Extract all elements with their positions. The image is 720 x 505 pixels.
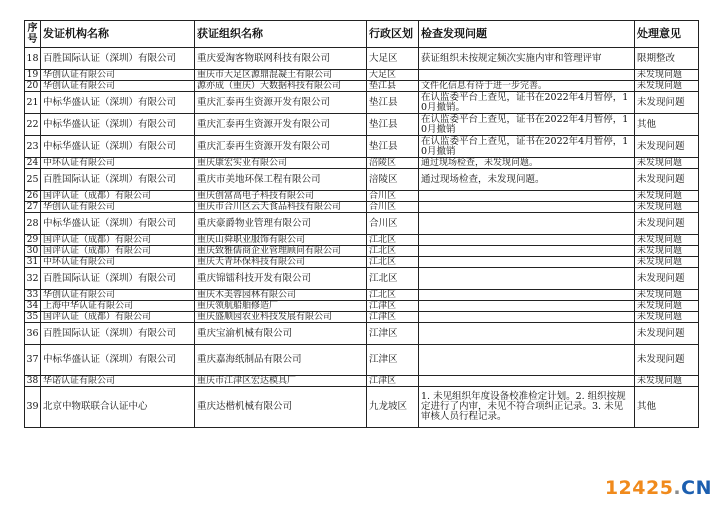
cell-issuer: 中环认证有限公司: [41, 158, 195, 169]
table-row: [25, 246, 699, 257]
cell-issue: 通过现场检查，未发现问题。: [419, 169, 635, 191]
cell-issue: [419, 70, 635, 81]
cell-action: 未发现问题: [635, 70, 699, 81]
table-row: [25, 169, 699, 191]
cell-action: 未发现问题: [635, 202, 699, 213]
cell-district: 垫江县: [367, 136, 419, 158]
cell-issue: [419, 301, 635, 312]
cell-issue: 在认监委平台上查见，证书在2022年4月暂停，10月撤销。: [419, 92, 635, 114]
table-row: [25, 92, 699, 114]
cell-issuer: 百胜国际认证（深圳）有限公司: [41, 268, 195, 290]
cell-issuer: 华创认证有限公司: [41, 70, 195, 81]
cell-organization: 重庆天青环保科技有限公司: [195, 257, 367, 268]
cell-issue: [419, 290, 635, 301]
cell-issue: [419, 345, 635, 376]
cell-district: 江北区: [367, 290, 419, 301]
cell-issuer: 华创认证有限公司: [41, 81, 195, 92]
cell-issue: 通过现场检查，未发现问题。: [419, 158, 635, 169]
cell-issuer: 上海中华认证有限公司: [41, 301, 195, 312]
cell-action: 未发现问题: [635, 268, 699, 290]
cell-district: 垫江县: [367, 92, 419, 114]
table-row: [25, 158, 699, 169]
cell-issue: [419, 376, 635, 387]
cell-issue: [419, 235, 635, 246]
cell-issuer: 中标华盛认证（深圳）有限公司: [41, 213, 195, 235]
cell-district: 江津区: [367, 345, 419, 376]
header-organization: 获证组织名称: [195, 21, 367, 48]
table-row: [25, 257, 699, 268]
watermark-dot: .: [673, 477, 682, 499]
cell-district: 江北区: [367, 268, 419, 290]
table-row: [25, 235, 699, 246]
table-row: [25, 312, 699, 323]
cell-serial: 26: [25, 191, 41, 202]
cell-action: 未发现问题: [635, 246, 699, 257]
cell-district: 合川区: [367, 202, 419, 213]
cell-district: 垫江县: [367, 114, 419, 136]
cell-serial: 20: [25, 81, 41, 92]
table-row: [25, 70, 699, 81]
cell-serial: 29: [25, 235, 41, 246]
table-row: [25, 202, 699, 213]
table-row: [25, 81, 699, 92]
cell-organization: 重庆山舜职业服饰有限公司: [195, 235, 367, 246]
cell-organization: 重庆市大足区源鼎混凝土有限公司: [195, 70, 367, 81]
cell-issuer: 中标华盛认证（深圳）有限公司: [41, 114, 195, 136]
cell-serial: 32: [25, 268, 41, 290]
cell-issue: [419, 257, 635, 268]
cell-serial: 38: [25, 376, 41, 387]
cell-district: 涪陵区: [367, 169, 419, 191]
cell-serial: 22: [25, 114, 41, 136]
cell-issue: 获证组织未按规定频次实施内审和管理评审: [419, 48, 635, 70]
cell-district: 涪陵区: [367, 158, 419, 169]
cell-action: 限期整改: [635, 48, 699, 70]
cell-issue: [419, 312, 635, 323]
cell-issuer: 中环认证有限公司: [41, 257, 195, 268]
cell-organization: 重庆康宏实业有限公司: [195, 158, 367, 169]
cell-issuer: 百胜国际认证（深圳）有限公司: [41, 169, 195, 191]
cell-organization: 重庆达楷机械有限公司: [195, 387, 367, 428]
cell-issue: [419, 268, 635, 290]
cell-issuer: 国评认证（成都）有限公司: [41, 191, 195, 202]
cell-action: 未发现问题: [635, 301, 699, 312]
cell-action: 未发现问题: [635, 257, 699, 268]
cell-district: 江北区: [367, 246, 419, 257]
cell-issuer: 百胜国际认证（深圳）有限公司: [41, 48, 195, 70]
cell-serial: 27: [25, 202, 41, 213]
cell-action: 未发现问题: [635, 290, 699, 301]
cell-district: 合川区: [367, 213, 419, 235]
cell-action: 未发现问题: [635, 376, 699, 387]
cell-issuer: 百胜国际认证（深圳）有限公司: [41, 323, 195, 345]
cell-serial: 21: [25, 92, 41, 114]
cell-district: 江北区: [367, 257, 419, 268]
cell-action: 未发现问题: [635, 312, 699, 323]
cell-organization: 重庆致雅儒商企业管理顾问有限公司: [195, 246, 367, 257]
table-row: [25, 268, 699, 290]
table-row: [25, 114, 699, 136]
cell-issuer: 中标华盛认证（深圳）有限公司: [41, 136, 195, 158]
cell-district: 垫江县: [367, 81, 419, 92]
header-issuer: 发证机构名称: [41, 21, 195, 48]
cell-serial: 36: [25, 323, 41, 345]
inspection-table: [24, 20, 699, 428]
cell-action: 未发现问题: [635, 169, 699, 191]
table-row: [25, 136, 699, 158]
header-action: 处理意见: [635, 21, 699, 48]
cell-issuer: 国评认证（成都）有限公司: [41, 235, 195, 246]
table-row: [25, 387, 699, 428]
cell-serial: 37: [25, 345, 41, 376]
cell-organization: 重庆盛顺园农业科技发展有限公司: [195, 312, 367, 323]
cell-organization: 重庆宝渝机械有限公司: [195, 323, 367, 345]
cell-issuer: 华创认证有限公司: [41, 290, 195, 301]
header-serial: 序号: [25, 21, 41, 48]
site-watermark: [605, 477, 712, 499]
cell-district: 江津区: [367, 312, 419, 323]
watermark-number: 12425: [604, 477, 674, 499]
cell-organization: 重庆汇泰再生资源开发有限公司: [195, 92, 367, 114]
header-issue: 检查发现问题: [419, 21, 635, 48]
header-district: 行政区划: [367, 21, 419, 48]
cell-district: 江津区: [367, 376, 419, 387]
cell-serial: 30: [25, 246, 41, 257]
cell-organization: 重庆木美蓉园林有限公司: [195, 290, 367, 301]
cell-issue: 文件化信息有待于进一步完善。: [419, 81, 635, 92]
cell-district: 江北区: [367, 235, 419, 246]
cell-issue: [419, 213, 635, 235]
cell-issuer: 中标华盛认证（深圳）有限公司: [41, 345, 195, 376]
cell-issue: 在认监委平台上查见，证书在2022年4月暂停，10月撤销: [419, 114, 635, 136]
cell-action: 未发现问题: [635, 158, 699, 169]
table-row: [25, 191, 699, 202]
cell-issuer: 华诺认证有限公司: [41, 376, 195, 387]
cell-issue: 在认监委平台上查见，证书在2022年4月暂停，10月撤销: [419, 136, 635, 158]
cell-issuer: 中标华盛认证（深圳）有限公司: [41, 92, 195, 114]
cell-organization: 重庆汇泰再生资源开发有限公司: [195, 136, 367, 158]
cell-issue: [419, 191, 635, 202]
cell-district: 大足区: [367, 48, 419, 70]
table-header-row: [25, 21, 699, 48]
cell-serial: 33: [25, 290, 41, 301]
cell-serial: 23: [25, 136, 41, 158]
table-row: [25, 345, 699, 376]
cell-serial: 34: [25, 301, 41, 312]
cell-action: 未发现问题: [635, 345, 699, 376]
cell-district: 大足区: [367, 70, 419, 81]
table-row: [25, 213, 699, 235]
cell-organization: 重庆嘉海纸制品有限公司: [195, 345, 367, 376]
cell-action: 其他: [635, 387, 699, 428]
cell-serial: 25: [25, 169, 41, 191]
cell-action: 未发现问题: [635, 92, 699, 114]
cell-issue: [419, 323, 635, 345]
cell-action: 未发现问题: [635, 323, 699, 345]
cell-serial: 18: [25, 48, 41, 70]
cell-issuer: 国评认证（成都）有限公司: [41, 312, 195, 323]
cell-organization: 重庆创富高电子科技有限公司: [195, 191, 367, 202]
cell-district: 合川区: [367, 191, 419, 202]
cell-serial: 28: [25, 213, 41, 235]
cell-district: 江津区: [367, 301, 419, 312]
cell-serial: 35: [25, 312, 41, 323]
cell-issuer: 华创认证有限公司: [41, 202, 195, 213]
cell-issue: [419, 246, 635, 257]
table-row: [25, 301, 699, 312]
cell-issue: 1. 未见组织年度设备校准检定计划。2. 组织按规定进行了内审，未见不符合项纠正记录。3. 未见审核人员行程记录。: [419, 387, 635, 428]
cell-district: 江津区: [367, 323, 419, 345]
cell-organization: 重庆汇泰再生资源开发有限公司: [195, 114, 367, 136]
cell-action: 其他: [635, 114, 699, 136]
table-row: [25, 376, 699, 387]
cell-organization: 源亦成（重庆）大数据科技有限公司: [195, 81, 367, 92]
cell-action: 未发现问题: [635, 213, 699, 235]
cell-serial: 19: [25, 70, 41, 81]
cell-issuer: 国评认证（成都）有限公司: [41, 246, 195, 257]
cell-organization: 重庆锦镭科技开发有限公司: [195, 268, 367, 290]
cell-organization: 重庆爱淘客物联网科技有限公司: [195, 48, 367, 70]
cell-district: 九龙坡区: [367, 387, 419, 428]
cell-organization: 重庆市合川区云天食品科技有限公司: [195, 202, 367, 213]
watermark-suffix: CN: [681, 477, 712, 499]
cell-serial: 24: [25, 158, 41, 169]
table-row: [25, 48, 699, 70]
cell-action: 未发现问题: [635, 81, 699, 92]
cell-action: 未发现问题: [635, 136, 699, 158]
table-row: [25, 290, 699, 301]
cell-organization: 重庆豪爵物业管理有限公司: [195, 213, 367, 235]
cell-issuer: 北京中物联联合认证中心: [41, 387, 195, 428]
cell-organization: 重庆领航船舶修造厂: [195, 301, 367, 312]
cell-issue: [419, 202, 635, 213]
cell-action: 未发现问题: [635, 235, 699, 246]
cell-action: 未发现问题: [635, 191, 699, 202]
cell-organization: 重庆市美地环保工程有限公司: [195, 169, 367, 191]
cell-serial: 31: [25, 257, 41, 268]
cell-serial: 39: [25, 387, 41, 428]
table-row: [25, 323, 699, 345]
cell-organization: 重庆市江津区宏达模具厂: [195, 376, 367, 387]
